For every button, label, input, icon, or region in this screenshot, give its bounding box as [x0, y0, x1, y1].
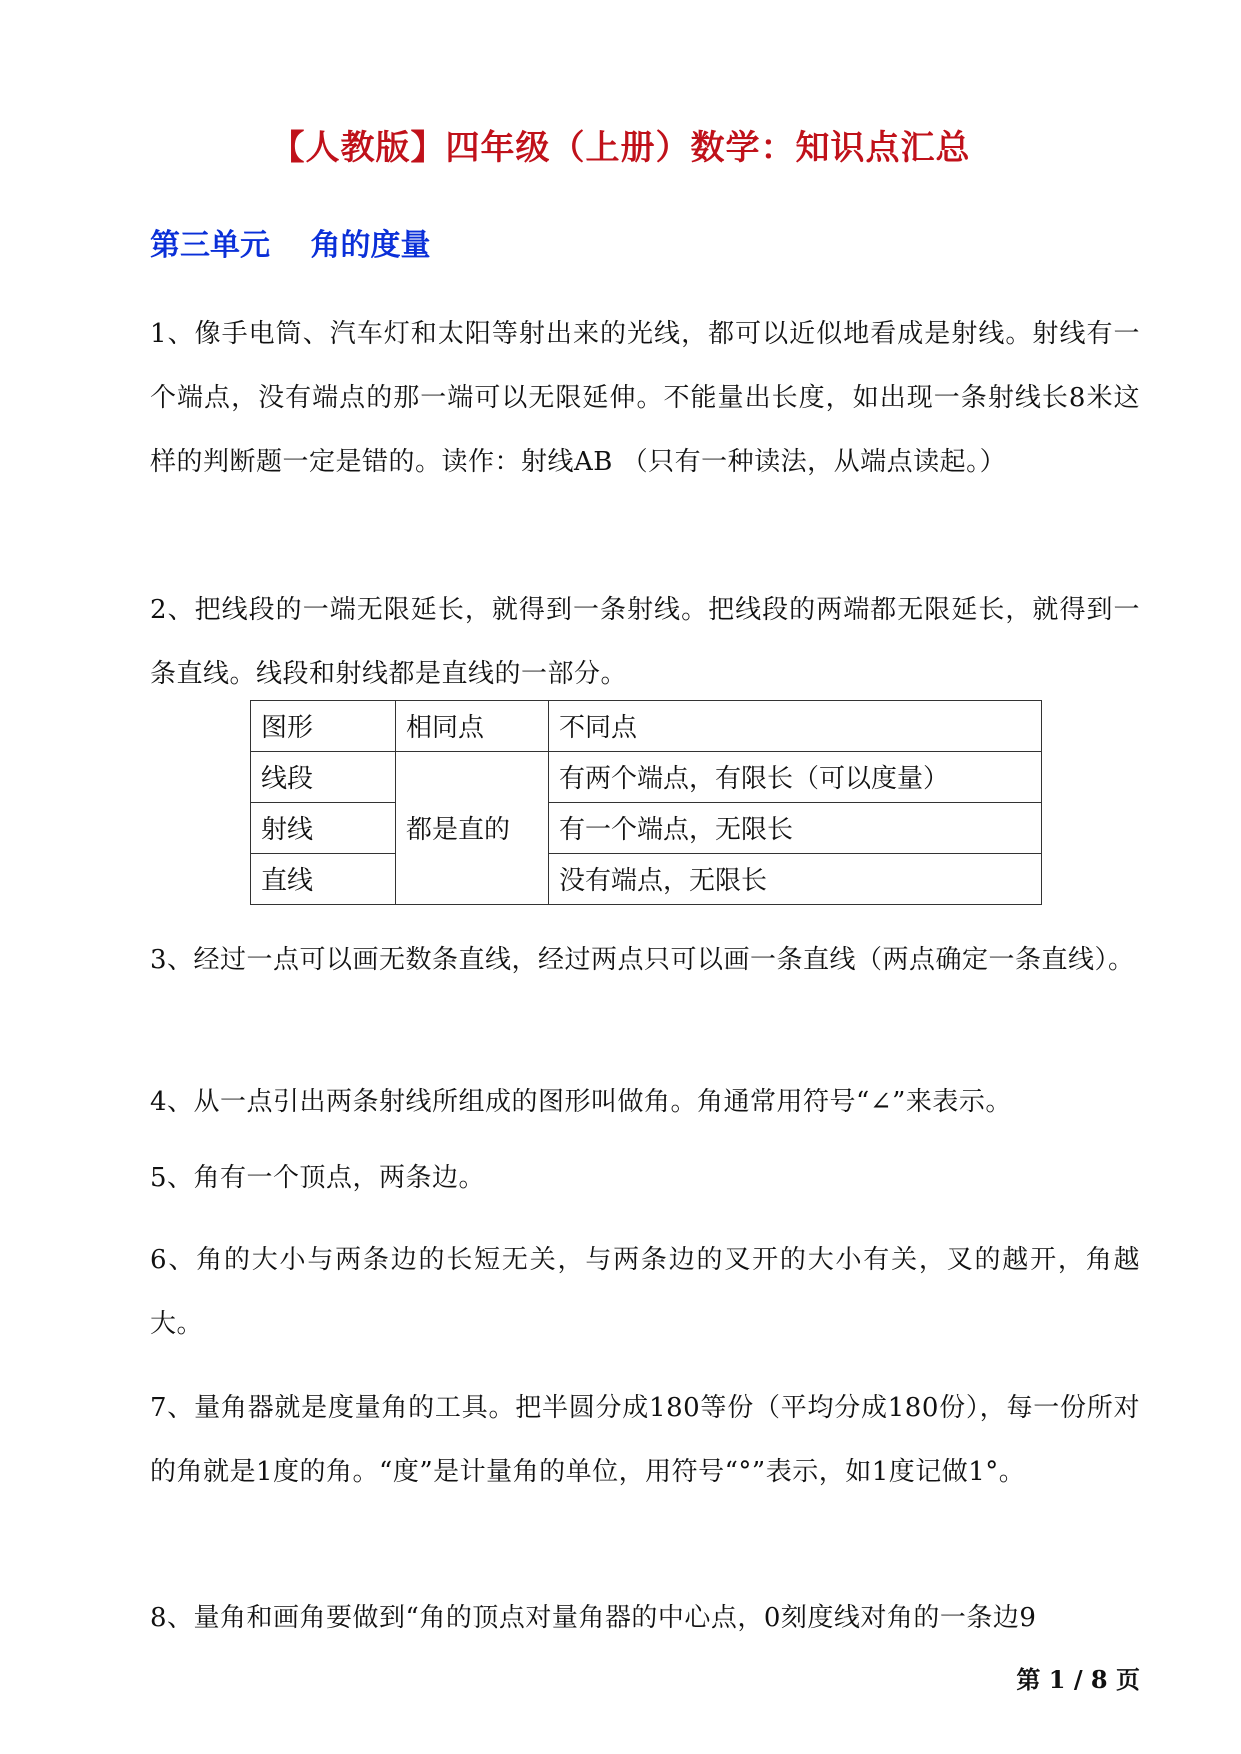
table-header-row [251, 701, 1042, 752]
table-cell-shape: 射线 [251, 803, 396, 854]
table-row [251, 752, 1042, 803]
paragraph-7: 7、量角器就是度量角的工具。把半圆分成180等份（平均分成180份），每一份所对的角就是1度的角。“度”是计量角的单位，用符号“°”表示，如1度记做1°。 [150, 1393, 1140, 1487]
table-header-cell: 相同点 [396, 701, 549, 752]
table-row [251, 803, 1042, 854]
paragraph-5: 5、角有一个顶点，两条边。 [150, 1163, 486, 1193]
paragraph-6: 6、角的大小与两条边的长短无关，与两条边的叉开的大小有关，叉的越开，角越大。 [150, 1245, 1140, 1339]
table-row [251, 854, 1042, 905]
table-cell-shape: 线段 [251, 752, 396, 803]
paragraph-1: 1、像手电筒、汽车灯和太阳等射出来的光线，都可以近似地看成是射线。射线有一个端点，没有端点的那一端可以无限延伸。不能量出长度，如出现一条射线长8米这样的判断题一定是错的。读作：射线AB （只有一种读法，从端点读起。） [150, 319, 1140, 477]
paragraph-2: 2、把线段的一端无限延长，就得到一条射线。把线段的两端都无限延长，就得到一条直线。线段和射线都是直线的一部分。 [150, 595, 1140, 689]
table-cell-shape: 直线 [251, 854, 396, 905]
table-cell-common: 都是直的 [396, 752, 549, 905]
table-cell-diff: 有一个端点，无限长 [549, 803, 1042, 854]
table-cell-diff: 没有端点，无限长 [549, 854, 1042, 905]
table-cell-diff: 有两个端点，有限长（可以度量） [549, 752, 1042, 803]
table-header-cell: 图形 [251, 701, 396, 752]
page-number: 第 1 / 8 页 [1016, 1665, 1140, 1694]
document-title: 【人教版】四年级（上册）数学：知识点汇总 [270, 128, 971, 168]
paragraph-3: 3、经过一点可以画无数条直线，经过两点只可以画一条直线（两点确定一条直线）。 [150, 945, 1135, 975]
table-header-cell: 不同点 [549, 701, 1042, 752]
comparison-table [250, 700, 1042, 905]
paragraph-4: 4、从一点引出两条射线所组成的图形叫做角。角通常用符号“∠”来表示。 [150, 1087, 1012, 1117]
section-heading: 第三单元 角的度量 [150, 228, 431, 263]
paragraph-8: 8、量角和画角要做到“角的顶点对量角器的中心点，0刻度线对角的一条边9 [150, 1603, 1037, 1633]
